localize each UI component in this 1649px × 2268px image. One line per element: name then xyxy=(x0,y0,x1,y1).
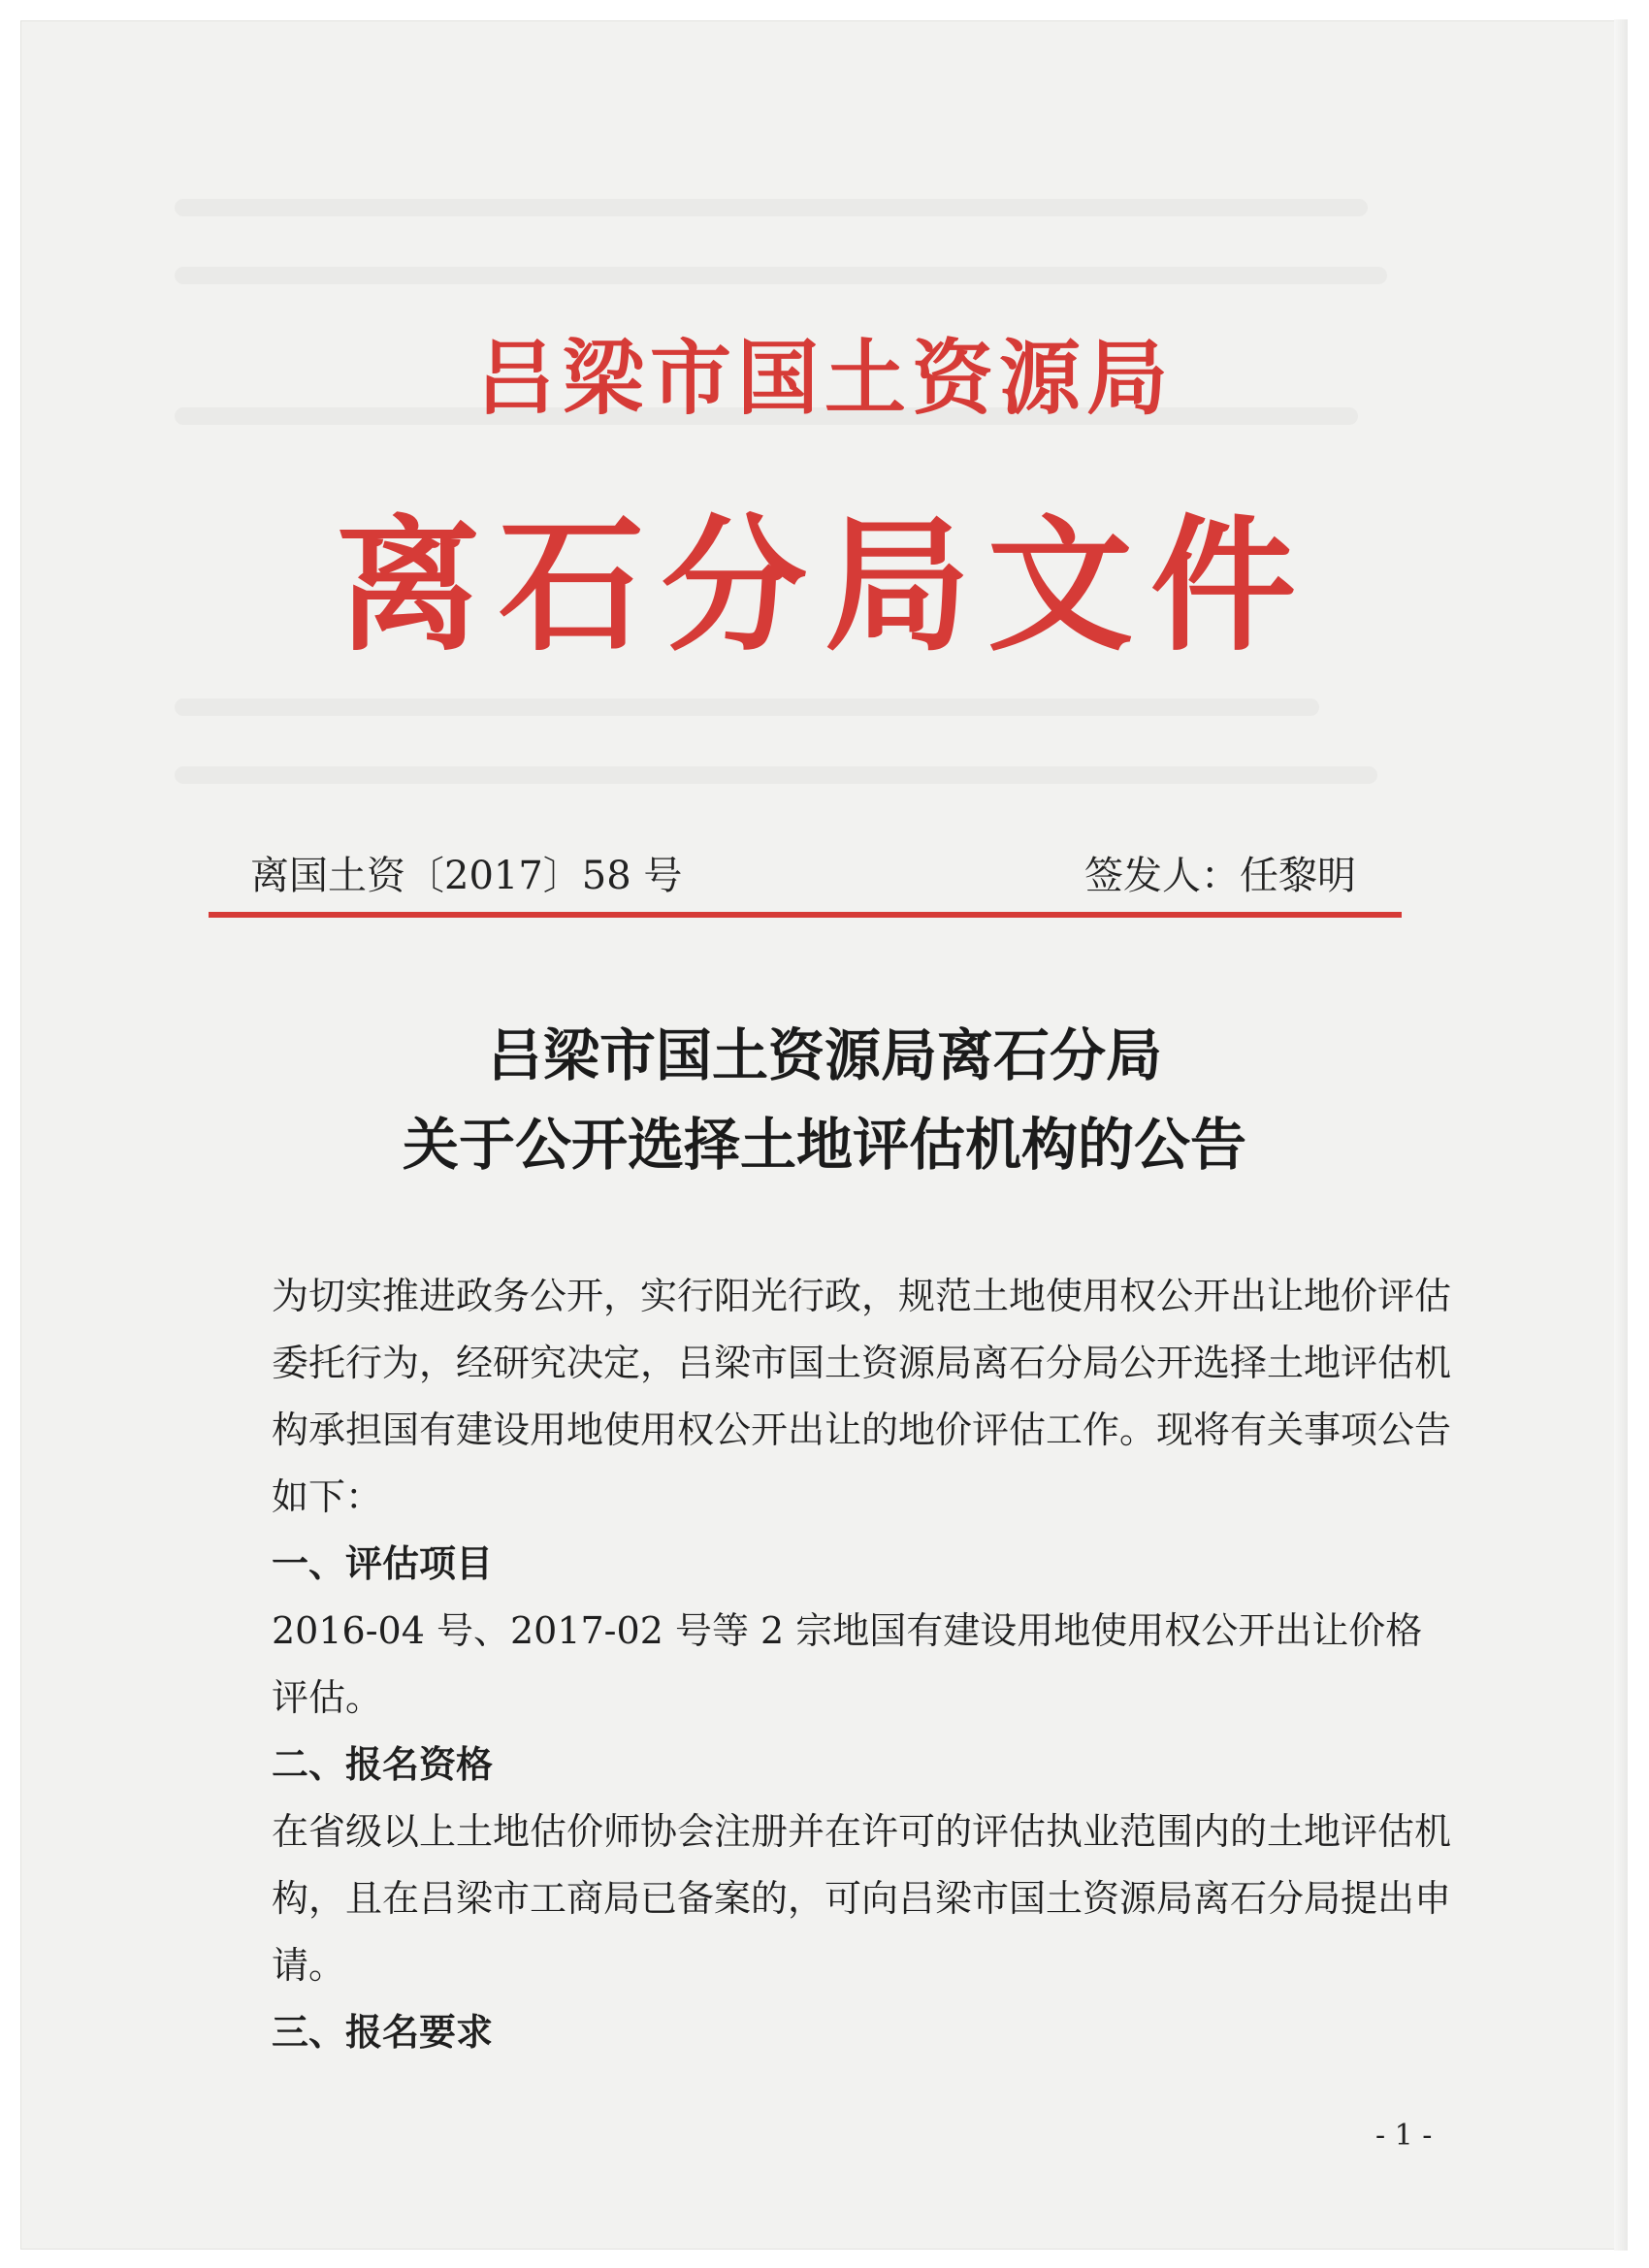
section-heading-registration-requirement: 三、报名要求 xyxy=(272,2011,494,2054)
page-number: - 1 - xyxy=(1375,2119,1433,2153)
announcement-title-line-1: 吕梁市国土资源局离石分局 xyxy=(486,1022,1162,1088)
signer: 签发人：任黎明 xyxy=(1084,854,1356,898)
bleed-through-line xyxy=(175,199,1368,216)
bleed-through-line xyxy=(175,766,1377,784)
announcement-body xyxy=(194,1263,1455,2066)
section-text-evaluation-project: 2016-04 号、2017-02 号等 2 宗地国有建设用地使用权公开出让价格评估。 xyxy=(272,1609,1423,1719)
announcement-title-line-2: 关于公开选择土地评估机构的公告 xyxy=(402,1112,1246,1178)
document-number: 离国土资〔2017〕58 号 xyxy=(250,854,683,898)
section-heading-registration-qualification: 二、报名资格 xyxy=(272,1743,494,1786)
bleed-through-line xyxy=(175,267,1387,284)
intro-paragraph: 为切实推进政务公开，实行阳光行政，规范土地使用权公开出让地价评估委托行为，经研究决定，吕梁市国土资源局离石分局公开选择土地评估机构承担国有建设用地使用权公开出让的地价评估工作。现将有关事项公告如下： xyxy=(272,1275,1452,1518)
red-divider-line xyxy=(209,912,1402,918)
bleed-through-line xyxy=(175,698,1319,716)
document-header-title: 离石分局文件 xyxy=(335,502,1313,671)
section-text-registration-qualification: 在省级以上土地估价师协会注册并在许可的评估执业范围内的土地评估机构，且在吕梁市工商局已备案的，可向吕梁市国土资源局离石分局提出申请。 xyxy=(272,1810,1452,1987)
section-heading-evaluation-project: 一、评估项目 xyxy=(272,1542,494,1585)
issuing-authority: 吕梁市国土资源局 xyxy=(474,331,1174,426)
